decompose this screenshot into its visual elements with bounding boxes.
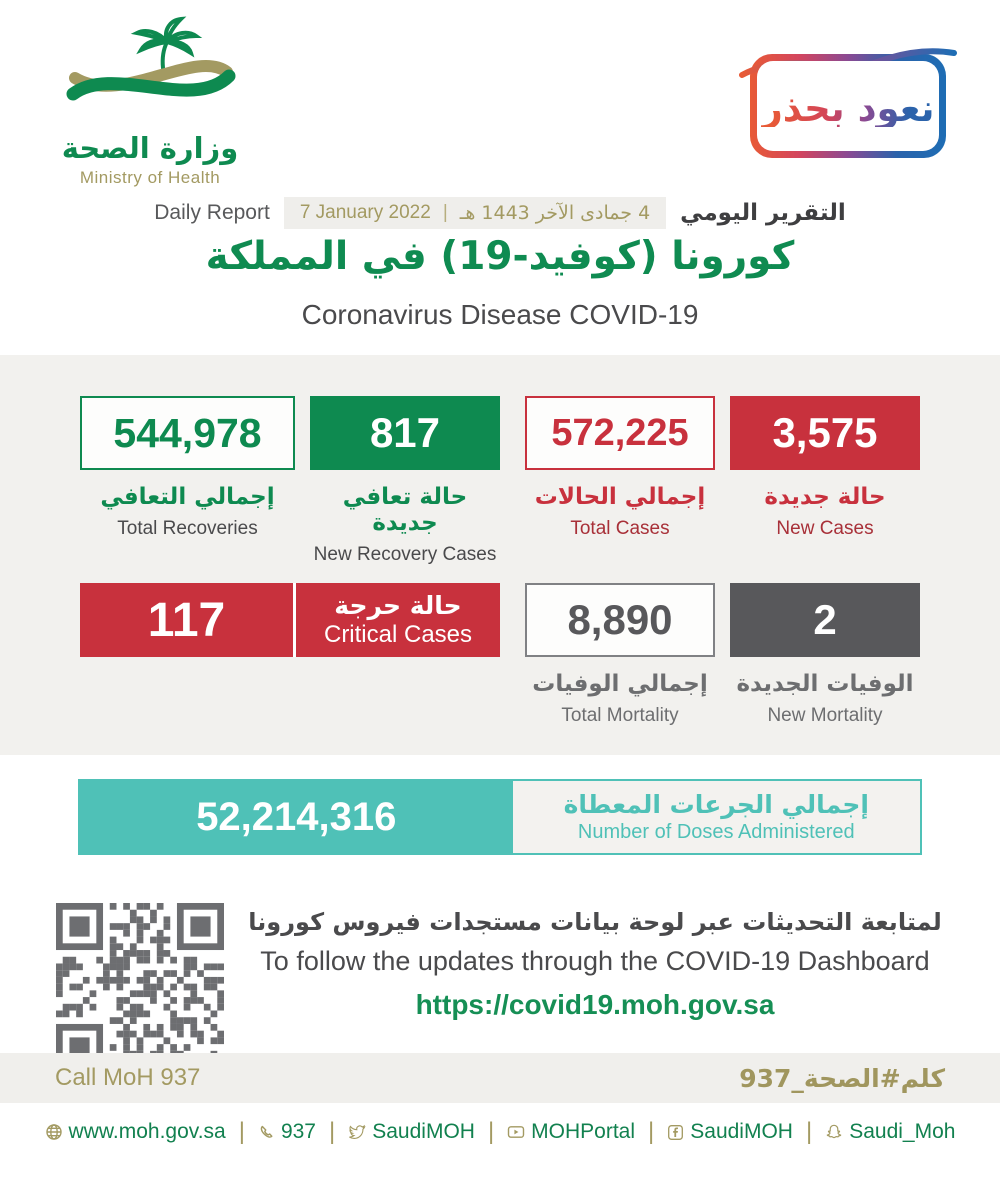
new-recovery-cases-value: 817 bbox=[369, 409, 441, 456]
new-recovery-cases-label-english: New Recovery Cases bbox=[313, 544, 497, 565]
new-cases-value-box bbox=[730, 396, 920, 470]
daily-report-label: Daily Report bbox=[154, 201, 270, 224]
critical-cases-label-english: Critical Cases bbox=[323, 620, 473, 648]
critical-cases-value: 117 bbox=[147, 593, 226, 647]
footer-snapchat-label: Saudi_Moh bbox=[849, 1120, 956, 1143]
logo-title-english: Ministry of Health bbox=[79, 168, 221, 187]
stat-total-cases bbox=[525, 396, 715, 540]
facebook-icon bbox=[667, 1124, 684, 1141]
page-title-english: Coronavirus Disease COVID-19 bbox=[301, 299, 699, 330]
footer-youtube-link[interactable] bbox=[507, 1120, 635, 1144]
dashboard-note-arabic: لمتابعة التحديثات عبر لوحة بيانات مستجدات فيروس كورونا bbox=[248, 908, 942, 936]
date-gregorian: 7 January 2022 bbox=[299, 202, 431, 223]
call-moh-label: Call MoH 937 bbox=[55, 1064, 201, 1091]
report-row bbox=[0, 197, 1000, 229]
footer-phone-label: 937 bbox=[280, 1120, 316, 1143]
footer-separator: | bbox=[238, 1118, 245, 1145]
new-mortality-value-box bbox=[730, 583, 920, 657]
moh-logo bbox=[50, 16, 250, 188]
total-cases-value-box bbox=[525, 396, 715, 470]
new-mortality-label-english: New Mortality bbox=[767, 705, 883, 726]
doses-label bbox=[513, 781, 920, 853]
qr-code bbox=[56, 903, 224, 1071]
total-cases-value: 572,225 bbox=[551, 411, 689, 454]
doses-value: 52,214,316 bbox=[80, 781, 513, 853]
total-cases-label-arabic: إجمالي الحالات bbox=[534, 484, 706, 510]
new-cases-label-english: New Cases bbox=[776, 518, 874, 539]
total-cases-label-english: Total Cases bbox=[570, 518, 670, 539]
footer-separator: | bbox=[329, 1118, 336, 1145]
footer-snapchat-link[interactable] bbox=[825, 1120, 955, 1144]
snapchat-icon bbox=[825, 1123, 843, 1141]
critical-cases-label bbox=[296, 583, 500, 657]
call-strip bbox=[0, 1053, 1000, 1103]
stat-total-mortality bbox=[525, 583, 715, 727]
dashboard-note-english: To follow the updates through the COVID-19 Dashboard bbox=[260, 946, 930, 976]
daily-report-label-arabic: التقرير اليومي bbox=[680, 200, 846, 226]
doses-label-arabic: إجمالي الجرعات المعطاة bbox=[563, 790, 869, 819]
stat-new-cases bbox=[730, 396, 920, 540]
footer-twitter-link[interactable] bbox=[348, 1120, 475, 1144]
badge-inner bbox=[757, 61, 939, 151]
stat-critical-cases bbox=[80, 583, 500, 657]
total-recoveries-value-box bbox=[80, 396, 295, 470]
footer-website-link[interactable] bbox=[45, 1120, 226, 1144]
date-box bbox=[284, 197, 666, 229]
date-separator: | bbox=[442, 202, 448, 223]
badge-text: نعود بحذر bbox=[761, 86, 935, 130]
dashboard-note bbox=[230, 908, 960, 1021]
new-mortality-value: 2 bbox=[813, 596, 837, 643]
total-mortality-label-english: Total Mortality bbox=[561, 705, 679, 726]
new-recovery-cases-value-box bbox=[310, 396, 500, 470]
logo-title-arabic: وزارة الصحة bbox=[61, 131, 239, 165]
footer-separator: | bbox=[805, 1118, 813, 1145]
stat-total-recoveries bbox=[80, 396, 295, 540]
twitter-icon bbox=[348, 1123, 366, 1141]
footer-separator: | bbox=[487, 1118, 495, 1145]
total-recoveries-label-arabic: إجمالي التعافي bbox=[100, 484, 275, 510]
stat-new-recovery-cases bbox=[310, 396, 500, 566]
footer-twitter-label: SaudiMOH bbox=[372, 1120, 475, 1143]
call-hashtag-label: كلم#الصحة_937 bbox=[739, 1063, 945, 1093]
footer-youtube-label: MOHPortal bbox=[531, 1120, 636, 1143]
youtube-icon bbox=[507, 1123, 525, 1141]
footer-website-label: www.moh.gov.sa bbox=[68, 1120, 226, 1143]
footer-contacts bbox=[0, 1118, 1000, 1146]
footer-separator: | bbox=[648, 1118, 655, 1145]
footer-facebook-label: SaudiMOH bbox=[690, 1120, 793, 1143]
dashboard-url-link[interactable]: https://covid19.moh.gov.sa bbox=[415, 989, 775, 1020]
page-title-arabic: كورونا (كوفيد-19) في المملكة bbox=[205, 234, 795, 279]
new-recovery-cases-label-arabic: حالة تعافي جديدة bbox=[342, 484, 468, 536]
globe-icon bbox=[45, 1123, 63, 1141]
stats-band bbox=[0, 355, 1000, 755]
doses-label-english: Number of Doses Administered bbox=[577, 821, 855, 843]
critical-cases-label-arabic: حالة حرجة bbox=[334, 590, 462, 620]
doses-administered-bar bbox=[78, 779, 922, 855]
return-with-caution-badge bbox=[750, 54, 946, 158]
new-cases-label-arabic: حالة جديدة bbox=[764, 484, 886, 510]
date-hijri: 4 جمادى الآخر 1443 هـ bbox=[459, 202, 651, 224]
total-recoveries-value: 544,978 bbox=[113, 409, 262, 456]
total-mortality-value: 8,890 bbox=[567, 596, 673, 643]
phone-icon bbox=[258, 1124, 275, 1141]
total-mortality-label-arabic: إجمالي الوفيات bbox=[532, 671, 708, 697]
new-cases-value: 3,575 bbox=[772, 409, 878, 456]
stat-new-mortality bbox=[730, 583, 920, 727]
total-mortality-value-box bbox=[525, 583, 715, 657]
footer-facebook-link[interactable] bbox=[667, 1120, 793, 1144]
footer-phone-link[interactable] bbox=[258, 1120, 316, 1144]
moh-emblem-icon bbox=[55, 16, 245, 124]
total-recoveries-label-english: Total Recoveries bbox=[117, 518, 258, 539]
new-mortality-label-arabic: الوفيات الجديدة bbox=[736, 671, 914, 697]
